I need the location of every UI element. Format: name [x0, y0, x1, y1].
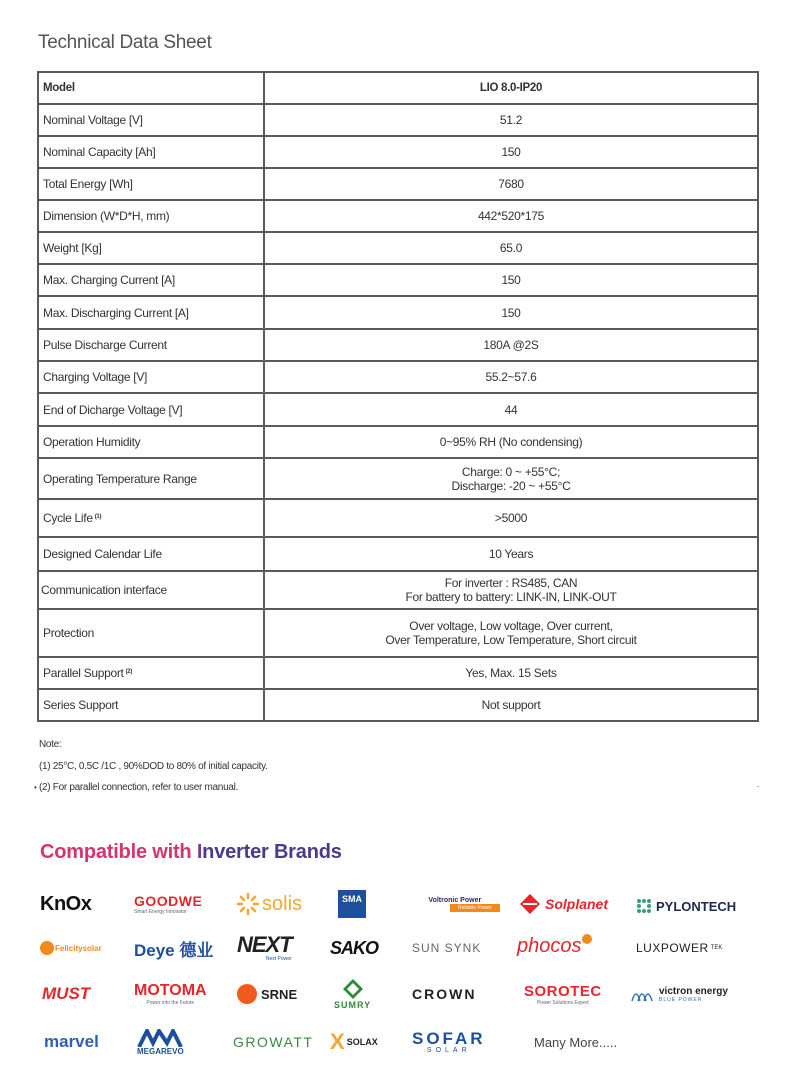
- row-label: Nominal Voltage [V]: [38, 104, 264, 136]
- brand-logo-sofar: [412, 1024, 486, 1060]
- table-row: [38, 361, 758, 393]
- row-label: [38, 499, 264, 537]
- page-title: Technical Data Sheet: [38, 32, 212, 53]
- row-value: Yes, Max. 15 Sets: [264, 657, 758, 689]
- table-row: [38, 104, 758, 136]
- logo-text: PYLONTECH: [656, 898, 737, 914]
- logo-text: KnOx: [40, 892, 92, 915]
- logo-text: marvel: [44, 1032, 99, 1051]
- table-row: [38, 689, 758, 721]
- logo-text: GROWATT: [233, 1034, 314, 1050]
- row-value: 150: [264, 296, 758, 329]
- solplanet-icon: [519, 893, 541, 915]
- row-label: Model: [38, 72, 264, 104]
- logo-text: MUST: [42, 984, 91, 1003]
- brand-logo-victron: [630, 976, 728, 1012]
- table-row: [38, 296, 758, 329]
- row-label: Nominal Capacity [Ah]: [38, 136, 264, 168]
- table-row: [38, 264, 758, 296]
- phocos-sun-icon: [582, 934, 592, 944]
- table-row: [38, 499, 758, 537]
- row-label: Dimension (W*D*H, mm): [38, 200, 264, 232]
- row-value: 180A @2S: [264, 329, 758, 361]
- notes: [34, 739, 268, 804]
- pylontech-icon: [636, 898, 652, 914]
- logo-text: phocos: [517, 934, 582, 957]
- row-value: 0~95% RH (No condensing): [264, 426, 758, 458]
- row-label: [38, 657, 264, 689]
- logo-text: SOROTEC: [524, 982, 602, 1000]
- row-value: >5000: [264, 499, 758, 537]
- value-line-1: For inverter : RS485, CAN: [444, 576, 578, 590]
- bullet-mark: •: [34, 783, 37, 792]
- row-value: [264, 458, 758, 499]
- row-label: Max. Discharging Current [A]: [38, 296, 264, 329]
- brand-more-text: [534, 1024, 617, 1060]
- row-label: Communication interface: [38, 571, 264, 609]
- logo-subtext: SOLAR: [426, 1047, 471, 1054]
- srne-icon: [237, 984, 257, 1004]
- table-row: [38, 136, 758, 168]
- x-mark-icon: X: [330, 1029, 345, 1054]
- brand-logo-crown: [412, 976, 476, 1012]
- brand-logo-pylontech: [636, 888, 736, 924]
- brand-logo-solplanet: [519, 886, 608, 922]
- brand-logo-solax: [330, 1024, 378, 1060]
- row-label: Total Energy [Wh]: [38, 168, 264, 200]
- felicity-icon: [40, 941, 54, 955]
- title-part-2: I: [196, 841, 203, 863]
- logo-text: victron energy: [659, 985, 728, 997]
- logo-text: CROWN: [412, 986, 477, 1002]
- logo-subtext: Power into the Future: [146, 1000, 195, 1006]
- brand-logo-sma: [338, 886, 366, 922]
- row-label-text: Cycle Life: [43, 511, 93, 525]
- table-row: [38, 329, 758, 361]
- stray-dot: .: [757, 780, 760, 789]
- logo-text: GOODWE: [134, 893, 203, 909]
- brand-logo-growatt: [233, 1024, 314, 1060]
- brand-logo-deye: [134, 930, 213, 966]
- row-label: Max. Charging Current [A]: [38, 264, 264, 296]
- row-label: Operating Temperature Range: [38, 458, 264, 499]
- victron-wave-icon: [630, 985, 656, 1003]
- row-label: Operation Humidity: [38, 426, 264, 458]
- row-label: Designed Calendar Life: [38, 537, 264, 571]
- row-value: LIO 8.0-IP20: [264, 72, 758, 104]
- note-item: (1) 25°C, 0.5C /1C , 90%DOD to 80% of initial capacity.: [39, 760, 268, 772]
- logo-text: Deye 德业: [134, 940, 214, 960]
- brand-logo-megarevo: [137, 1024, 184, 1060]
- logo-text: SUMRY: [334, 1000, 372, 1010]
- brand-logo-felicity: [40, 930, 102, 966]
- brand-logo-phocos: [517, 928, 592, 964]
- logo-text: LUXPOWER: [636, 941, 709, 955]
- logo-subtext: Next Power: [265, 956, 292, 962]
- row-label: Protection: [38, 609, 264, 657]
- row-label: Charging Voltage [V]: [38, 361, 264, 393]
- table-row: [38, 200, 758, 232]
- logo-text: SOFAR: [412, 1029, 486, 1048]
- row-value: Not support: [264, 689, 758, 721]
- row-label-text: Parallel Support: [43, 666, 124, 680]
- logo-text: Felicitysolar: [55, 943, 102, 953]
- logo-text: MEGAREVO: [137, 1046, 184, 1056]
- brand-logo-voltronic: [410, 886, 500, 922]
- logo-text: SAKO: [330, 937, 379, 958]
- brand-logo-luxpower: [636, 930, 722, 966]
- row-value: [264, 571, 758, 609]
- table-row: [38, 72, 758, 104]
- value-line-2: Over Temperature, Low Temperature, Short circuit: [385, 633, 637, 647]
- logo-text: SUN SYNK: [412, 941, 482, 955]
- table-row: [38, 393, 758, 426]
- row-label: Series Support: [38, 689, 264, 721]
- footnote-marker: (2): [125, 669, 133, 675]
- sun-icon: [236, 892, 260, 916]
- row-value: [264, 609, 758, 657]
- logo-box: [338, 890, 366, 918]
- row-value: 150: [264, 264, 758, 296]
- logo-subtext: Power Solutions Expert: [536, 999, 589, 1006]
- brand-logo-sunsynk: [412, 930, 481, 966]
- brand-logo-next: [237, 930, 292, 966]
- row-value: 65.0: [264, 232, 758, 264]
- victron-text: [659, 986, 728, 1003]
- sumry-icon: [342, 978, 364, 1000]
- brands-title: [40, 841, 342, 864]
- logo-text: Many More.....: [534, 1034, 618, 1050]
- table-row: [38, 657, 758, 689]
- row-value: 442*520*175: [264, 200, 758, 232]
- value-line-2: For battery to battery: LINK-IN, LINK-OUT: [405, 590, 617, 604]
- notes-heading: Note:: [39, 739, 62, 750]
- logo-text: SOLAX: [346, 1037, 378, 1047]
- table-row: [38, 458, 758, 499]
- spec-table: [37, 71, 759, 722]
- value-line-2: Discharge: -20 ~ +55°C: [451, 478, 571, 493]
- logo-text: MOTOMA: [134, 982, 207, 999]
- brand-logo-marvel: [44, 1024, 99, 1060]
- logo-text: solis: [262, 892, 303, 915]
- note-item: (2) For parallel connection, refer to user manual.: [39, 782, 238, 793]
- row-value: 55.2~57.6: [264, 361, 758, 393]
- row-label: Weight [Kg]: [38, 232, 264, 264]
- row-value: 7680: [264, 168, 758, 200]
- brand-logo-motoma: [134, 976, 207, 1012]
- footnote-marker: (1): [94, 514, 102, 520]
- logo-subtext: BLUE POWER: [659, 996, 703, 1003]
- table-row: [38, 571, 758, 609]
- row-value: 150: [264, 136, 758, 168]
- row-value: 51.2: [264, 104, 758, 136]
- megarevo-icon: [137, 1029, 183, 1047]
- row-label: End of Dicharge Voltage [V]: [38, 393, 264, 426]
- row-value: 10 Years: [264, 537, 758, 571]
- logo-subtext: Reliable Power: [450, 904, 500, 912]
- brand-logo-sorotec: [524, 976, 602, 1012]
- table-row: [38, 426, 758, 458]
- brand-logo-sumry: [334, 972, 371, 1016]
- brand-logo-knox: [40, 886, 91, 922]
- table-row: [38, 168, 758, 200]
- logo-text: SRNE: [261, 986, 298, 1002]
- logo-text: Solplanet: [545, 896, 609, 912]
- value-line-1: Charge: 0 ~ +55°C;: [461, 464, 561, 479]
- brand-logo-srne: [237, 976, 297, 1012]
- brand-logo-solis: [236, 886, 302, 922]
- brand-logo-must: [42, 976, 90, 1012]
- row-label: Pulse Discharge Current: [38, 329, 264, 361]
- logo-text: SMA: [342, 894, 362, 904]
- table-row: [38, 609, 758, 657]
- logo-text: Voltronic Power: [428, 896, 482, 904]
- title-part-3: nverter Brands: [202, 841, 342, 863]
- logo-subtext: Smart Energy Innovator: [134, 909, 187, 915]
- brand-logo-sako: [330, 930, 378, 966]
- value-line-1: Over voltage, Low voltage, Over current,: [409, 619, 613, 633]
- brand-logo-goodwe: [134, 886, 202, 922]
- row-value: 44: [264, 393, 758, 426]
- logo-text: NEXT: [237, 932, 292, 957]
- table-row: [38, 537, 758, 571]
- table-row: [38, 232, 758, 264]
- title-part-1: Compatible with: [40, 841, 197, 863]
- logo-sup: TEK: [710, 945, 723, 951]
